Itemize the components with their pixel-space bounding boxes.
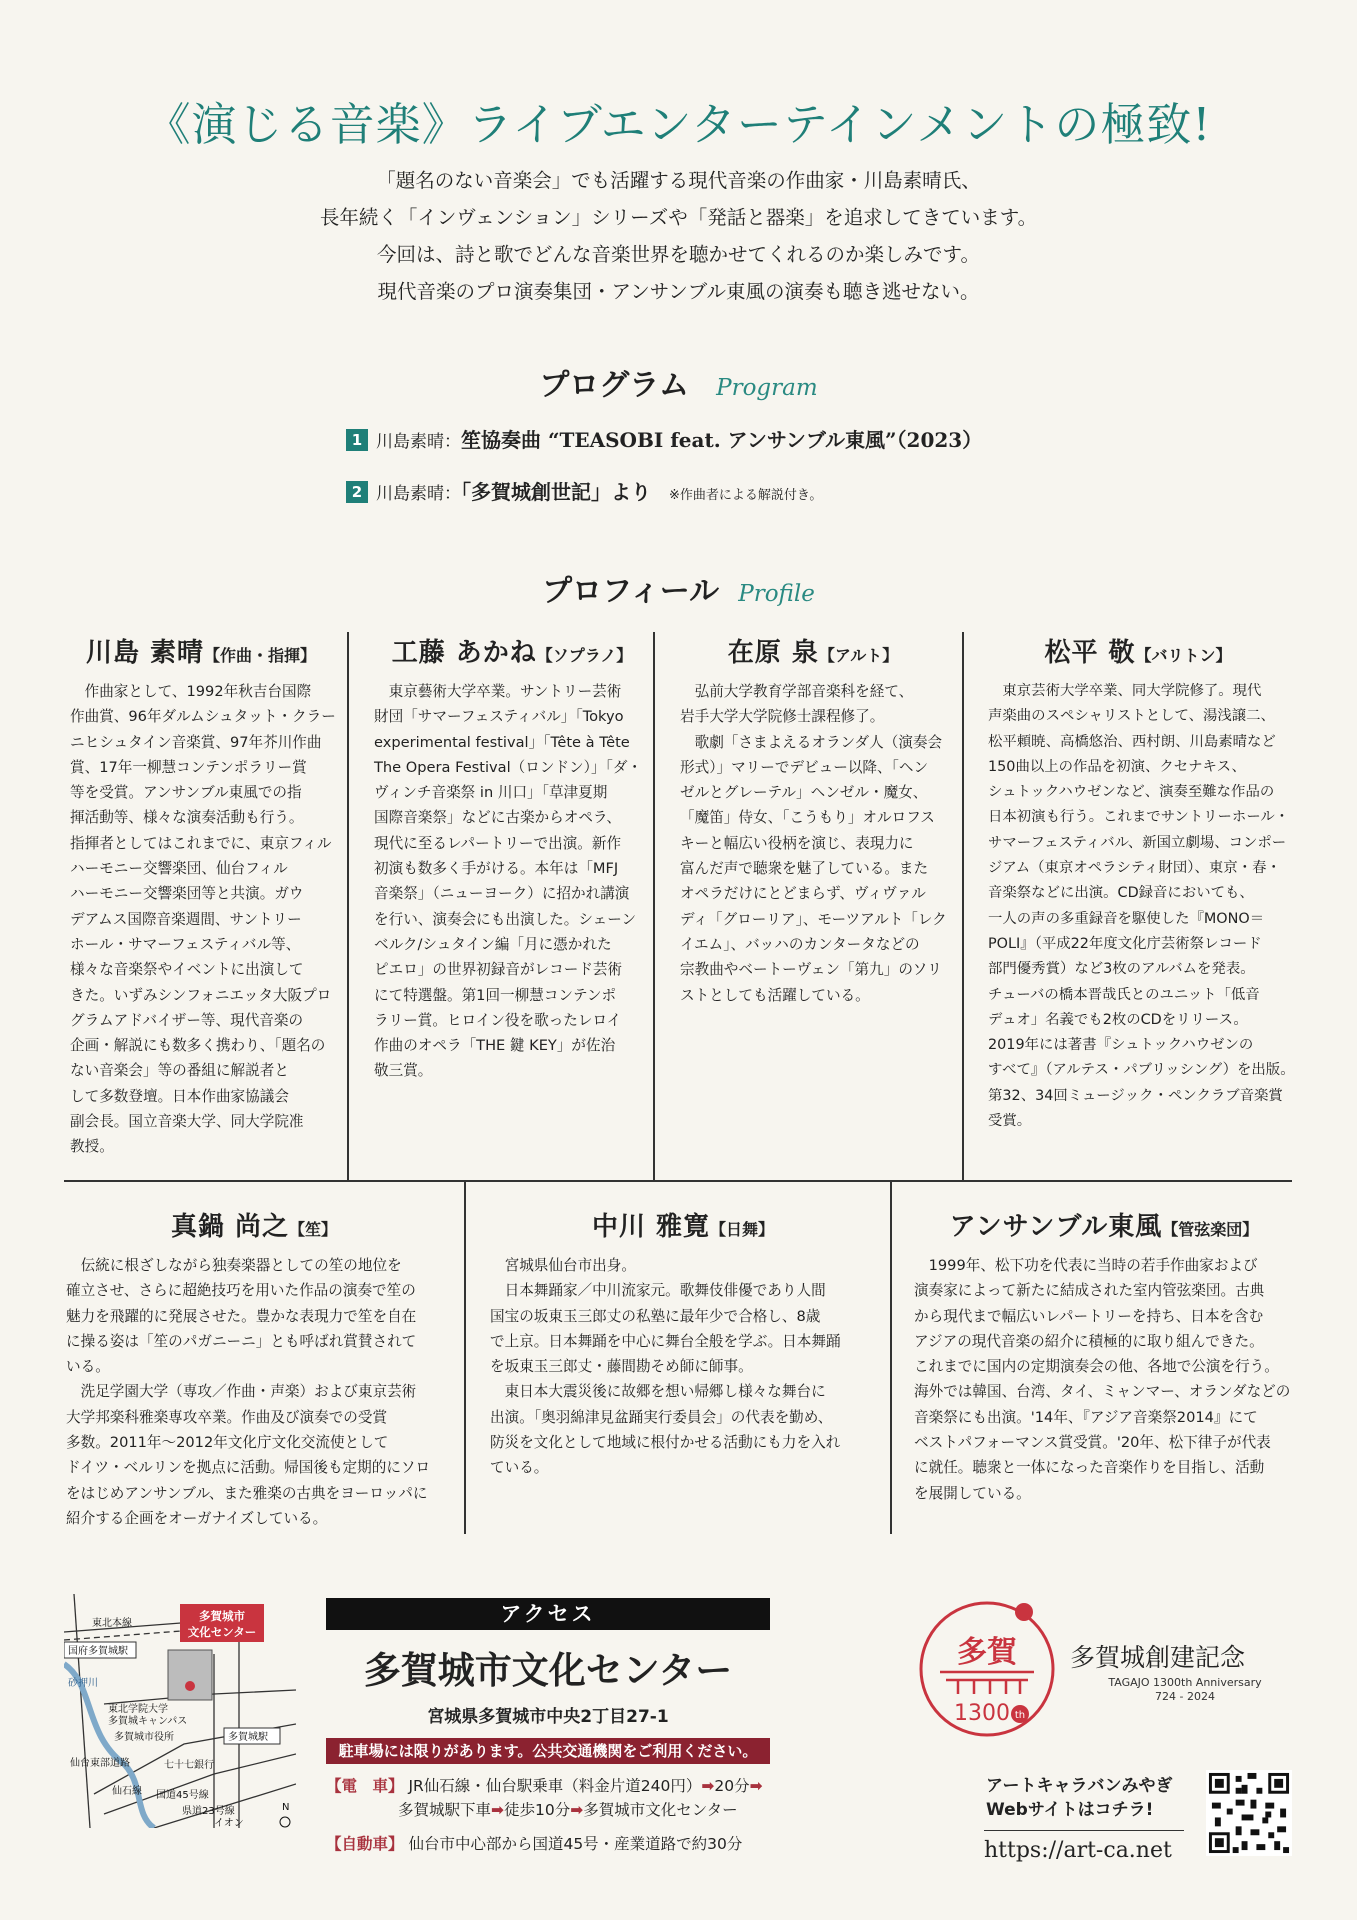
- qr-module: [1268, 1832, 1274, 1838]
- bio-line: 一人の声の多重録音を駆使した『MONO＝: [988, 910, 1265, 927]
- map-venue-label: 多賀城市: [199, 1609, 245, 1623]
- bio-line: 財団「サマーフェスティバル」「Tokyo: [374, 708, 624, 726]
- intro-text: [0, 162, 1357, 310]
- train-line-text: 徒歩10分: [504, 1801, 571, 1819]
- bio-line: 第32、34回ミュージック・ペンクラブ音楽賞: [988, 1087, 1283, 1104]
- program-composer: 川島素晴：: [376, 484, 461, 504]
- profile-ensemble: [914, 1206, 1294, 1506]
- program-title-en: Program: [716, 375, 818, 401]
- bio-line: 作曲家として、1992年秋吉台国際: [84, 683, 312, 700]
- bio-line: 宗教曲やベートーヴェン「第九」のソリ: [680, 961, 942, 979]
- bio-line: 東日本大震災後に故郷を想い帰郷し様々な舞台に: [504, 1383, 826, 1401]
- profile-bio: [70, 679, 336, 1160]
- bio-line: に就任。聴衆と一体になった音楽作りを目指し、活動: [914, 1459, 1265, 1477]
- bio-line: 紹介する企画をオーガナイズしている。: [66, 1509, 328, 1527]
- map-label: 多賀城駅: [228, 1732, 268, 1743]
- bio-line: イエム」、バッハのカンタータなどの: [680, 935, 920, 953]
- qr-module: [1277, 1826, 1286, 1832]
- profile-heading: [0, 566, 1357, 610]
- profile-role: 【日舞】: [710, 1220, 775, 1239]
- bio-line: いる。: [66, 1358, 110, 1376]
- bio-line: デュオ」名義でも2枚のCDをリリース。: [988, 1011, 1248, 1028]
- car-label: 【自動車】: [326, 1835, 404, 1853]
- bio-line: 賞、17年一柳慧コンテンポラリー賞: [70, 758, 307, 776]
- bio-line: 日本舞踊家／中川流家元。歌舞伎俳優であり人間: [504, 1282, 826, 1300]
- anniversary-en: TAGAJO 1300th Anniversary: [1108, 1676, 1262, 1689]
- qr-module: [1248, 1773, 1257, 1779]
- qr-module: [1265, 1812, 1271, 1818]
- bio-line: 松平頼暁、高橋悠治、西村朗、川島素晴など: [988, 733, 1276, 750]
- profile-name: 松平 敬: [1044, 638, 1136, 668]
- train-line-text: 多賀城市文化センター: [583, 1801, 738, 1819]
- web-promo-line: Webサイトはコチラ!: [986, 1800, 1154, 1820]
- car-text: 仙台市中心部から国道45号・産業道路で約30分: [408, 1835, 743, 1853]
- profile-bio: [914, 1253, 1294, 1506]
- bio-line: ヴィンチ音楽祭 in 川口」「草津夏期: [374, 784, 608, 802]
- bio-line: アジアの現代音楽の紹介に積極的に取り組んできた。: [914, 1332, 1264, 1350]
- bio-line: 企画・解説にも数多く携わり、「題名の: [70, 1037, 326, 1055]
- bio-line: 防災を文化として地域に根付かせる活動にも力を入れ: [490, 1434, 841, 1452]
- bio-line: をはじめアンサンブル、また雅楽の古典をヨーロッパに: [66, 1484, 428, 1502]
- bio-line: 海外では韓国、台湾、タイ、ミャンマー、オランダなどの: [914, 1383, 1291, 1401]
- profile-role: 【アルト】: [818, 646, 899, 665]
- profile-name-row: [680, 632, 946, 669]
- arrow-icon: ➡: [749, 1777, 763, 1795]
- map-label: 仙台東部道路: [70, 1758, 130, 1769]
- profile-name: 川島 素晴: [85, 638, 205, 668]
- map-label: 県道23号線: [182, 1806, 235, 1817]
- qr-module: [1215, 1817, 1221, 1826]
- arrow-icon: ➡: [701, 1777, 715, 1795]
- bio-line: 様々な音楽祭やイベントに出演して: [70, 961, 304, 979]
- qr-module: [1242, 1814, 1254, 1820]
- profile-role: 【管弦楽団】: [1162, 1220, 1259, 1239]
- bio-line: で上京。日本舞踊を中心に舞台全般を学ぶ。日本舞踊: [490, 1332, 841, 1350]
- column-divider: [347, 632, 349, 1180]
- profile-bio: [680, 679, 946, 1008]
- web-promo-line: アートキャラバンみやぎ: [986, 1776, 1173, 1796]
- qr-module: [1250, 1800, 1256, 1809]
- bio-line: 受賞。: [988, 1113, 1032, 1130]
- profile-title: プロフィール: [542, 574, 720, 609]
- logo-number: 1300: [954, 1701, 1010, 1726]
- bio-line: 音楽祭などに出演。CD録音においても、: [988, 885, 1254, 902]
- bio-line: 副会長。国立音楽大学、同大学院准: [70, 1113, 304, 1131]
- profile-name: アンサンブル東風: [949, 1212, 1163, 1242]
- bio-line: 多数。2011年～2012年文化庁文化交流使として: [66, 1434, 389, 1452]
- qr-module: [1236, 1788, 1242, 1794]
- bio-line: 揮活動等、様々な演奏活動も行う。: [70, 809, 304, 827]
- bio-line: ハーモニー交響楽団、仙台フィル: [70, 860, 288, 878]
- bio-line: ディ「グローリア」、モーツアルト「レク: [680, 910, 947, 928]
- profile-bio: [988, 679, 1295, 1134]
- profile-name-row: [66, 1206, 442, 1243]
- program-item-2: [346, 476, 822, 505]
- program-composer: 川島素晴：: [376, 432, 461, 452]
- bio-line: を坂東玉三郎丈・藤間勘そめ師に師事。: [490, 1358, 753, 1376]
- map-label: 東北学院大学: [108, 1704, 168, 1715]
- bio-line: これまでに国内の定期演奏会の他、各地で公演を行う。: [914, 1358, 1279, 1376]
- qr-module: [1283, 1847, 1289, 1853]
- map-label: 砂押川: [68, 1678, 98, 1689]
- qr-module: [1250, 1829, 1259, 1835]
- bio-line: 魅力を飛躍的に発展させた。豊かな表現力で笙を自在: [66, 1307, 417, 1325]
- bio-line: 国宝の坂東玉三郎丈の私塾に最年少で合格し、8歳: [490, 1307, 821, 1325]
- program-work: 「多賀城創世記」より: [461, 480, 651, 504]
- bio-line: オペラだけにとどまらず、ヴィヴァル: [680, 885, 926, 903]
- profile-matsudaira: [988, 632, 1295, 1134]
- logo-suffix: th: [1014, 1710, 1026, 1721]
- qr-module: [1242, 1841, 1248, 1850]
- gate-icon: [940, 1672, 1034, 1694]
- bio-line: ニヒシュタイン音楽賞、97年芥川作曲: [70, 733, 322, 751]
- bio-line: 声楽曲のスペシャリストとして、湯浅譲二、: [988, 708, 1275, 725]
- bio-line: 国際音楽祭」などに古楽からオペラ、: [374, 809, 621, 827]
- qr-module: [1280, 1809, 1286, 1818]
- bio-line: シュトックハウゼンなど、演奏至難な作品の: [988, 784, 1275, 801]
- qr-module: [1212, 1803, 1221, 1809]
- profile-name: 在原 泉: [727, 638, 819, 668]
- program-note: ※作曲者による解説付き。: [669, 488, 823, 503]
- bio-line: 伝統に根ざしながら独奏楽器としての笙の地位を: [80, 1257, 402, 1274]
- bio-line: を行い、演奏会にも出演した。シェーン: [374, 910, 637, 928]
- venue-name: 多賀城市文化センター: [363, 1649, 733, 1692]
- column-divider: [653, 632, 655, 1180]
- logo-text: 多賀: [957, 1635, 1017, 1670]
- bio-line: 確立させ、さらに超絶技巧を用いた作品の演奏で笙の: [66, 1282, 416, 1300]
- bio-line: グラムアドバイザー等、現代音楽の: [70, 1011, 304, 1029]
- bio-line: チューバの橋本晋哉氏とのユニット「低音: [988, 986, 1260, 1003]
- map-label: 七十七銀行: [164, 1760, 214, 1771]
- qr-module: [1256, 1844, 1265, 1850]
- bio-line: ベストパフォーマンス賞受賞。'20年、松下律子が代表: [914, 1434, 1271, 1452]
- program-item-1: [346, 424, 982, 453]
- profile-name-row: [490, 1206, 876, 1243]
- profile-role: 【バリトン】: [1135, 646, 1232, 665]
- qr-code-icon[interactable]: [1206, 1770, 1292, 1856]
- map-compass-label: N: [282, 1802, 290, 1813]
- access-map: [64, 1594, 296, 1828]
- map-label: 国府多賀城駅: [68, 1646, 128, 1657]
- column-divider: [464, 1180, 466, 1534]
- bio-line: 大学邦楽科雅楽専攻卒業。作曲及び演奏での受賞: [66, 1408, 388, 1426]
- profile-kudo: [374, 632, 650, 1084]
- bio-line: 150曲以上の作品を初演、クセナキス、: [988, 758, 1246, 775]
- bio-line: ホール・サマーフェスティバル等、: [70, 935, 301, 953]
- profile-name: 真鍋 尚之: [170, 1212, 290, 1242]
- qr-finder-core: [1274, 1779, 1283, 1788]
- qr-module: [1236, 1776, 1242, 1782]
- bio-line: 作曲のオペラ「THE 鍵 KEY」が佐治: [374, 1037, 616, 1055]
- arrow-icon: ➡: [570, 1801, 584, 1819]
- map-label: 多賀城キャンパス: [108, 1716, 188, 1727]
- profile-manabe: [66, 1206, 442, 1531]
- bio-line: POLI』（平成22年度文化庁芸術祭レコード: [988, 935, 1262, 952]
- profile-role: 【作曲・指揮】: [204, 646, 317, 665]
- profile-bio: [374, 679, 650, 1084]
- bio-line: ピエロ」の世界初録音がレコード芸術: [374, 961, 623, 979]
- tagajo-1300-logo: [912, 1594, 1062, 1742]
- map-label: 仙石線: [112, 1786, 142, 1797]
- qr-module: [1265, 1803, 1274, 1809]
- bio-line: 弘前大学教育学部音楽科を経て、: [694, 683, 914, 700]
- qr-module: [1227, 1809, 1233, 1815]
- train-line-text: 多賀城駅下車: [398, 1801, 492, 1819]
- web-url[interactable]: https://art-ca.net: [984, 1838, 1172, 1863]
- profile-role: 【ソプラノ】: [536, 646, 633, 665]
- anniversary-subtitle: [1080, 1676, 1290, 1704]
- bio-line: キーと幅広い役柄を演じ、表現力に: [680, 834, 914, 852]
- bio-line: 現代に至るレパートリーで出演。新作: [374, 834, 622, 852]
- bio-line: サマーフェスティバル、新国立劇場、コンポー: [988, 834, 1287, 851]
- train-directions-2: [398, 1798, 738, 1822]
- profile-arihara: [680, 632, 946, 1008]
- bio-line: ジアム（東京オペラシティ財団）、東京・春・: [988, 860, 1281, 877]
- qr-module: [1233, 1847, 1239, 1853]
- bio-line: 部門優秀賞）など3枚のアルバムを発表。: [988, 961, 1255, 978]
- qr-finder-core: [1215, 1838, 1224, 1847]
- bio-line: 宮城県仙台市出身。: [504, 1257, 636, 1274]
- arrow-icon: ➡: [491, 1801, 505, 1819]
- profile-bio: [490, 1253, 876, 1481]
- train-directions: [326, 1774, 763, 1798]
- map-venue-marker: [185, 1681, 195, 1691]
- profile-name-row: [70, 632, 332, 669]
- web-promo: [986, 1774, 1173, 1822]
- bio-line: きた。いずみシンフォニエッタ大阪プロ: [70, 986, 332, 1004]
- profile-role: 【笙】: [289, 1220, 338, 1239]
- bio-line: すべて』（アルテス・パブリッシング）を出版。: [988, 1062, 1295, 1079]
- bio-line: を展開している。: [914, 1484, 1031, 1502]
- intro-line: 長年続く「インヴェンション」シリーズや「発話と器楽」を追求してきています。: [319, 206, 1038, 229]
- bio-line: 等を受賞。アンサンブル東風での指: [70, 784, 302, 802]
- car-directions: [326, 1832, 742, 1856]
- column-divider: [890, 1180, 892, 1534]
- map-venue-label: 文化センター: [187, 1625, 257, 1639]
- anniversary-years: 724 - 2024: [1155, 1690, 1215, 1703]
- bio-line: ゼルとグレーテル」ヘンゼル・魔女、: [680, 784, 928, 802]
- qr-module: [1274, 1841, 1280, 1850]
- bio-line: 初演も数多く手がける。本年は「MFJ: [374, 860, 619, 878]
- map-label: イオン: [214, 1818, 244, 1828]
- qr-module: [1236, 1800, 1245, 1806]
- profile-nakagawa: [490, 1206, 876, 1481]
- profile-bio: [66, 1253, 442, 1531]
- bio-line: 1999年、松下功を代表に当時の若手作曲家および: [928, 1257, 1258, 1274]
- venue-address: 宮城県多賀城市中央2丁目27-1: [427, 1707, 669, 1727]
- program-number: 1: [346, 429, 368, 451]
- bio-line: 2019年には著書『シュトックハウゼンの: [988, 1037, 1254, 1054]
- map-label: 国道45号線: [156, 1790, 209, 1801]
- qr-module: [1262, 1817, 1268, 1823]
- intro-line: 「題名のない音楽会」でも活躍する現代音楽の作曲家・川島素晴氏、: [376, 169, 981, 192]
- bio-line: 東京藝術大学卒業。サントリー芸術: [388, 683, 622, 700]
- column-divider: [962, 632, 964, 1180]
- program-heading: [0, 360, 1357, 404]
- program-title: プログラム: [539, 368, 690, 403]
- train-line-text: JR仙石線・仙台駅乗車（料金片道240円）: [408, 1777, 702, 1795]
- bio-line: 出演。「奥羽綿津見盆踊実行委員会」の代表を勤め、: [490, 1408, 833, 1426]
- qr-module: [1242, 1785, 1248, 1794]
- headline: 《演じる音楽》ライブエンターテインメントの極致!: [145, 98, 1212, 151]
- profile-name: 中川 雅寛: [591, 1212, 711, 1242]
- profile-kawashima: [70, 632, 336, 1160]
- bio-line: ベルク/シュタイン編「月に憑かれた: [374, 935, 612, 953]
- bio-line: にて特選盤。第1回一柳慧コンテンポ: [374, 986, 617, 1004]
- bio-line: 富んだ声で聴衆を魅了している。また: [680, 860, 929, 878]
- qr-module: [1236, 1826, 1242, 1835]
- anniversary-title: 多賀城創建記念: [1070, 1643, 1246, 1672]
- bio-line: 岩手大学大学院修士課程修了。: [680, 708, 885, 726]
- bio-line: 「魔笛」侍女、「こうもり」オルロフス: [680, 809, 935, 827]
- map-venue-block: [168, 1650, 212, 1700]
- bio-line: ドイツ・ベルリンを拠点に活動。帰国後も定期的にソロ: [66, 1459, 431, 1477]
- bio-line: 日本初演も行う。これまでサントリーホール・: [988, 809, 1290, 826]
- program-work: 笙協奏曲 “TEASOBI feat. アンサンブル東風”（2023）: [461, 428, 983, 452]
- bio-line: 歌劇「さまよえるオランダ人（演奏会: [694, 733, 943, 751]
- bio-line: 指揮者としてはこれまでに、東京フィル: [70, 834, 332, 852]
- logo-sun: [1015, 1603, 1033, 1621]
- train-label: 【電 車】: [326, 1777, 404, 1795]
- qr-finder-core: [1215, 1779, 1224, 1788]
- bio-line: 音楽祭」（ニューヨーク）に招かれ講演: [374, 885, 630, 903]
- bio-line: 形式）」マリーでデビュー以降、「ヘン: [680, 758, 929, 776]
- bio-line: 敬三賞。: [374, 1062, 433, 1080]
- web-divider: [984, 1830, 1184, 1831]
- bio-line: 洗足学園大学（専攻／作曲・声楽）および東京芸術: [80, 1383, 417, 1401]
- bio-line: 作曲賞、96年ダルムシュタット・クラー: [70, 708, 336, 726]
- row-divider: [64, 1180, 1292, 1182]
- bio-line: デアムス国際音楽週間、サントリー: [70, 910, 302, 928]
- profile-name-row: [374, 632, 650, 669]
- bio-line: ラリー賞。ヒロイン役を歌ったレロイ: [374, 1011, 622, 1029]
- bio-line: に操る姿は「笙のパガニーニ」とも呼ばれ賞賛されて: [66, 1332, 417, 1350]
- bio-line: して多数登壇。日本作曲家協議会: [70, 1087, 289, 1105]
- access-title: アクセス: [326, 1598, 770, 1630]
- bio-line: 東京芸術大学卒業、同大学院修了。現代: [1002, 683, 1262, 699]
- bio-line: 演奏家によって新たに結成された室内管弦楽団。古典: [914, 1282, 1265, 1300]
- bio-line: ハーモニー交響楽団等と共演。ガウ: [70, 885, 304, 903]
- bio-line: 教授。: [70, 1138, 114, 1156]
- bio-line: 音楽祭にも出演。'14年、『アジア音楽祭2014』にて: [914, 1408, 1258, 1426]
- bio-line: experimental festival」「Tête à Tête: [374, 733, 630, 751]
- program-number: 2: [346, 481, 368, 503]
- bio-line: The Opera Festival（ロンドン）」「ダ・: [374, 758, 643, 776]
- bio-line: ストとしても活躍している。: [680, 986, 870, 1004]
- profile-name-row: [988, 632, 1288, 669]
- bio-line: から現代まで幅広いレパートリーを持ち、日本を含む: [914, 1307, 1264, 1325]
- profile-name-row: [914, 1206, 1294, 1243]
- parking-notice: 駐車場には限りがあります。公共交通機関をご利用ください。: [326, 1738, 770, 1764]
- profile-title-en: Profile: [738, 581, 815, 607]
- map-label: 多賀城市役所: [114, 1732, 174, 1743]
- profile-name: 工藤 あかね: [391, 638, 537, 668]
- train-line-text: 20分: [714, 1777, 750, 1795]
- map-label: 東北本線: [92, 1618, 132, 1629]
- intro-line: 今回は、詩と歌でどんな音楽世界を聴かせてくれるのか楽しみです。: [377, 243, 980, 266]
- bio-line: ない音楽会」等の番組に解説者と: [70, 1062, 289, 1080]
- intro-line: 現代音楽のプロ演奏集団・アンサンブル東風の演奏も聴き逃せない。: [377, 280, 980, 303]
- qr-module: [1256, 1788, 1262, 1794]
- bio-line: ている。: [490, 1459, 549, 1477]
